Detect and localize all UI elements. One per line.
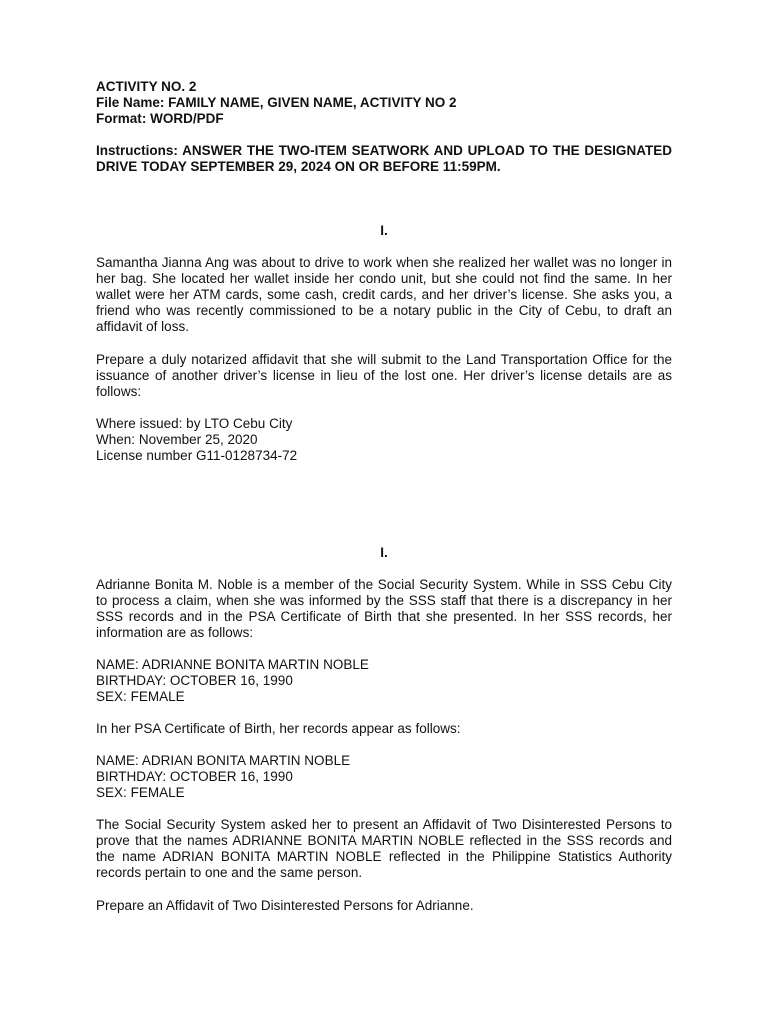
sss-records xyxy=(96,657,672,705)
sss-record-birthday: BIRTHDAY: OCTOBER 16, 1990 xyxy=(96,673,293,689)
psa-records-intro: In her PSA Certificate of Birth, her records appear as follows: xyxy=(96,721,461,736)
psa-records xyxy=(96,753,672,801)
item-2-scenario: Adrianne Bonita M. Noble is a member of the Social Security System. While in SSS Cebu City to process a claim, when she was informed by the SSS staff that there is a discrepancy in her SSS records and in the PSA Certificate of Birth that she presented. In her SSS records, her information are as follows: xyxy=(96,577,672,641)
license-details xyxy=(96,416,672,464)
activity-number: ACTIVITY NO. 2 xyxy=(96,79,197,94)
psa-record-sex: SEX: FEMALE xyxy=(96,785,185,801)
item-1-scenario: Samantha Jianna Ang was about to drive to work when she realized her wallet was no longer in her bag. She located her wallet inside her condo unit, but she could not find the same. In her wallet were her ATM cards, some cash, credit cards, and her driver’s license. She asks you, a friend who was recently commissioned to be a notary public in the City of Cebu, to draft an affidavit of loss. xyxy=(96,255,672,335)
license-number: License number G11-0128734-72 xyxy=(96,448,298,464)
item-2-task: Prepare an Affidavit of Two Disinterested Persons for Adrianne. xyxy=(96,898,474,913)
instructions: Instructions: ANSWER THE TWO-ITEM SEATWORK AND UPLOAD TO THE DESIGNATED DRIVE TODAY SEPTEMBER 29, 2024 ON OR BEFORE 11:59PM. xyxy=(96,143,672,175)
psa-record-birthday: BIRTHDAY: OCTOBER 16, 1990 xyxy=(96,769,293,785)
item-1-task: Prepare a duly notarized affidavit that she will submit to the Land Transportation Office for the issuance of another driver’s license in lieu of the lost one. Her driver’s license details are as follows: xyxy=(96,352,672,400)
format-instruction: Format: WORD/PDF xyxy=(96,111,224,127)
item-2-heading: I. xyxy=(380,545,388,560)
sss-record-sex: SEX: FEMALE xyxy=(96,689,185,705)
sss-record-name: NAME: ADRIANNE BONITA MARTIN NOBLE xyxy=(96,657,369,672)
license-where-issued: Where issued: by LTO Cebu City xyxy=(96,416,293,431)
license-issue-date: When: November 25, 2020 xyxy=(96,432,258,448)
psa-record-name: NAME: ADRIAN BONITA MARTIN NOBLE xyxy=(96,753,351,768)
item-1-heading: I. xyxy=(380,223,388,238)
item-2-requirement: The Social Security System asked her to present an Affidavit of Two Disinterested Persons to prove that the names ADRIANNE BONITA MARTIN NOBLE reflected in the SSS records and the name ADRIAN BONITA MARTIN NOBLE reflected in the Philippine Statistics Authority records pertain to one and the same person. xyxy=(96,817,672,881)
document-header xyxy=(96,79,672,127)
file-name-instruction: File Name: FAMILY NAME, GIVEN NAME, ACTIVITY NO 2 xyxy=(96,95,457,111)
